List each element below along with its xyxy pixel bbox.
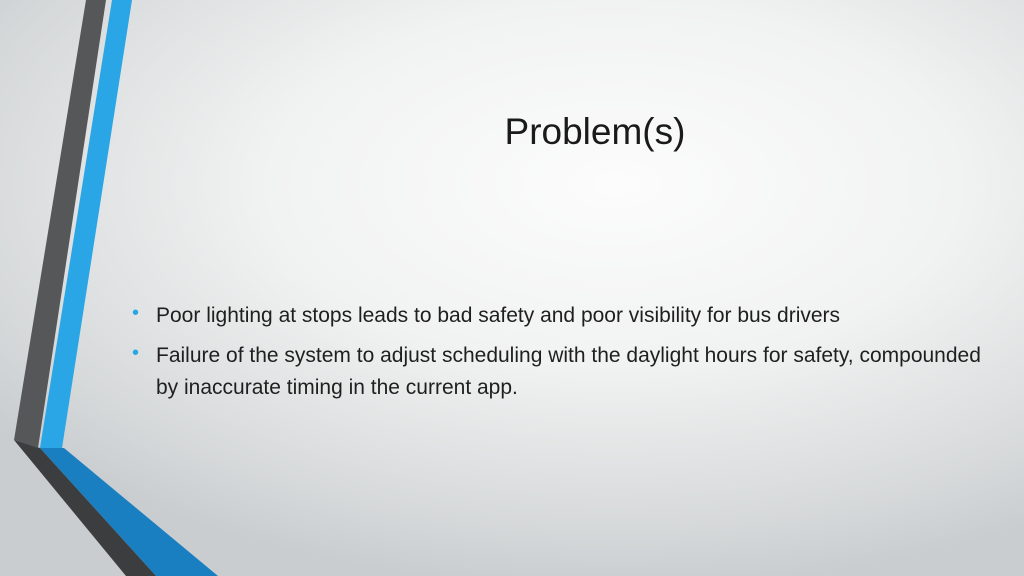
bullet-dot-icon: • <box>132 302 140 324</box>
bullet-list <box>130 300 990 412</box>
bullet-item <box>130 300 990 332</box>
slide-title: Problem(s) <box>504 111 686 152</box>
bullet-text: Poor lighting at stops leads to bad safety and poor visibility for bus drivers <box>156 304 841 327</box>
bullet-dot-icon: • <box>132 342 140 364</box>
bullet-text: Failure of the system to adjust scheduling with the daylight hours for safety, compounded by inaccurate timing in the current app. <box>156 344 981 399</box>
bullet-item <box>130 340 990 404</box>
